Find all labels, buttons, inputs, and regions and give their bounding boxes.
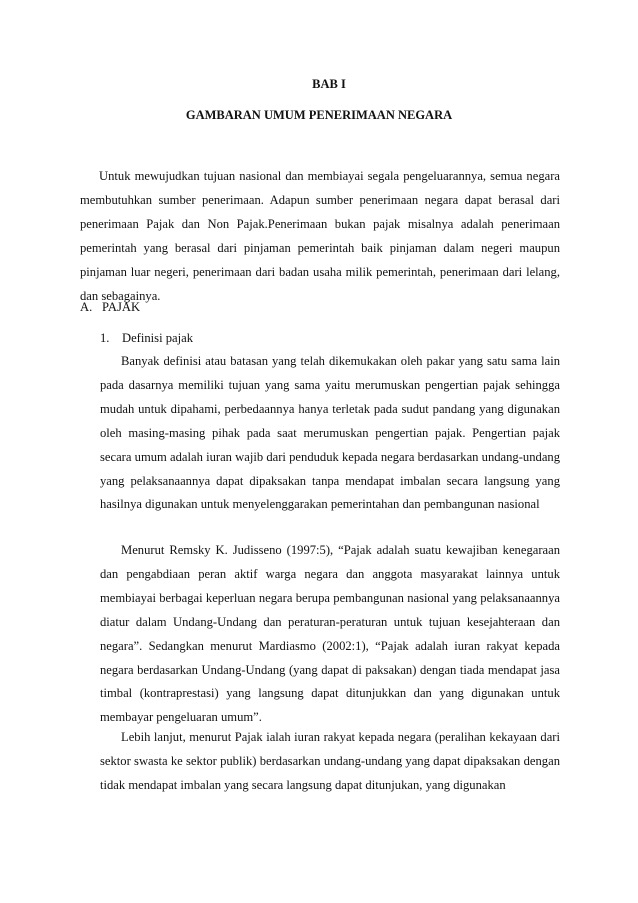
- section-heading-a: [80, 299, 140, 315]
- section-number: A.: [80, 300, 93, 314]
- body-paragraph: Lebih lanjut, menurut Pajak ialah iuran rakyat kepada negara (peralihan kekayaan dari sektor swasta ke sektor publik) berdasarkan undang-undang yang dapat dipaksakan dengan tidak mendapat imbalan yang secara langsung dapat ditunjukan, yang digunakan: [100, 730, 560, 792]
- body-paragraph: Menurut Remsky K. Judisseno (1997:5), “Pajak adalah suatu kewajiban kenegaraan dan pengabdiaan peran aktif warga negara dan anggota masyarakat lainnya untuk membiayai berbagai keperluan negara berupa pembangunan nasional yang pelaksanaannya diatur dalam Undang-Undang dan peraturan-peraturan untuk tujuan kesejahteraan dan negara”. Sedangkan menurut Mardiasmo (2002:1), “Pajak adalah iuran rakyat kepada negara berdasarkan Undang-Undang (yang dapat di paksakan) dengan tiada mendapat jasa timbal (kontraprestasi) yang langsung dapat ditunjukkan dan yang digunakan untuk membayar pengeluaran umum”.: [100, 543, 560, 725]
- subsection-label: Definisi pajak: [122, 331, 193, 345]
- subsection-heading-1: [100, 330, 193, 346]
- subsection-number: 1.: [100, 331, 110, 345]
- section-label: PAJAK: [102, 300, 141, 314]
- body-paragraph: Banyak definisi atau batasan yang telah dikemukakan oleh pakar yang satu sama lain pada dasarnya memiliki tujuan yang sama yaitu merumuskan pengertian pajak sehingga mudah untuk dipahami, perbedaannya hanya terletak pada sudut pandang yang digunakan oleh masing-masing pihak pada saat merumuskan pengertian pajak. Pengertian pajak secara umum adalah iuran wajib dari penduduk kepada negara berdasarkan undang-undang yang pelaksanaannya dapat dipaksakan tanpa mendapat imbalan secara langsung yang hasilnya digunakan untuk menyelenggarakan pemerintahan dan pembangunan nasional: [100, 354, 560, 512]
- chapter-number: BAB I: [312, 77, 346, 91]
- chapter-title: GAMBARAN UMUM PENERIMAAN NEGARA: [185, 108, 453, 122]
- intro-paragraph: Untuk mewujudkan tujuan nasional dan membiayai segala pengeluarannya, semua negara membutuhkan sumber penerimaan. Adapun sumber penerimaan negara dapat berasal dari penerimaan Pajak dan Non Pajak.Penerimaan bukan pajak misalnya adalah penerimaan pemerintah yang berasal dari pinjaman pemerintah baik pinjaman dalam negeri maupun pinjaman luar negeri, penerimaan dari badan usaha milik pemerintah, penerimaan dari lelang, dan sebagainya.: [80, 169, 560, 303]
